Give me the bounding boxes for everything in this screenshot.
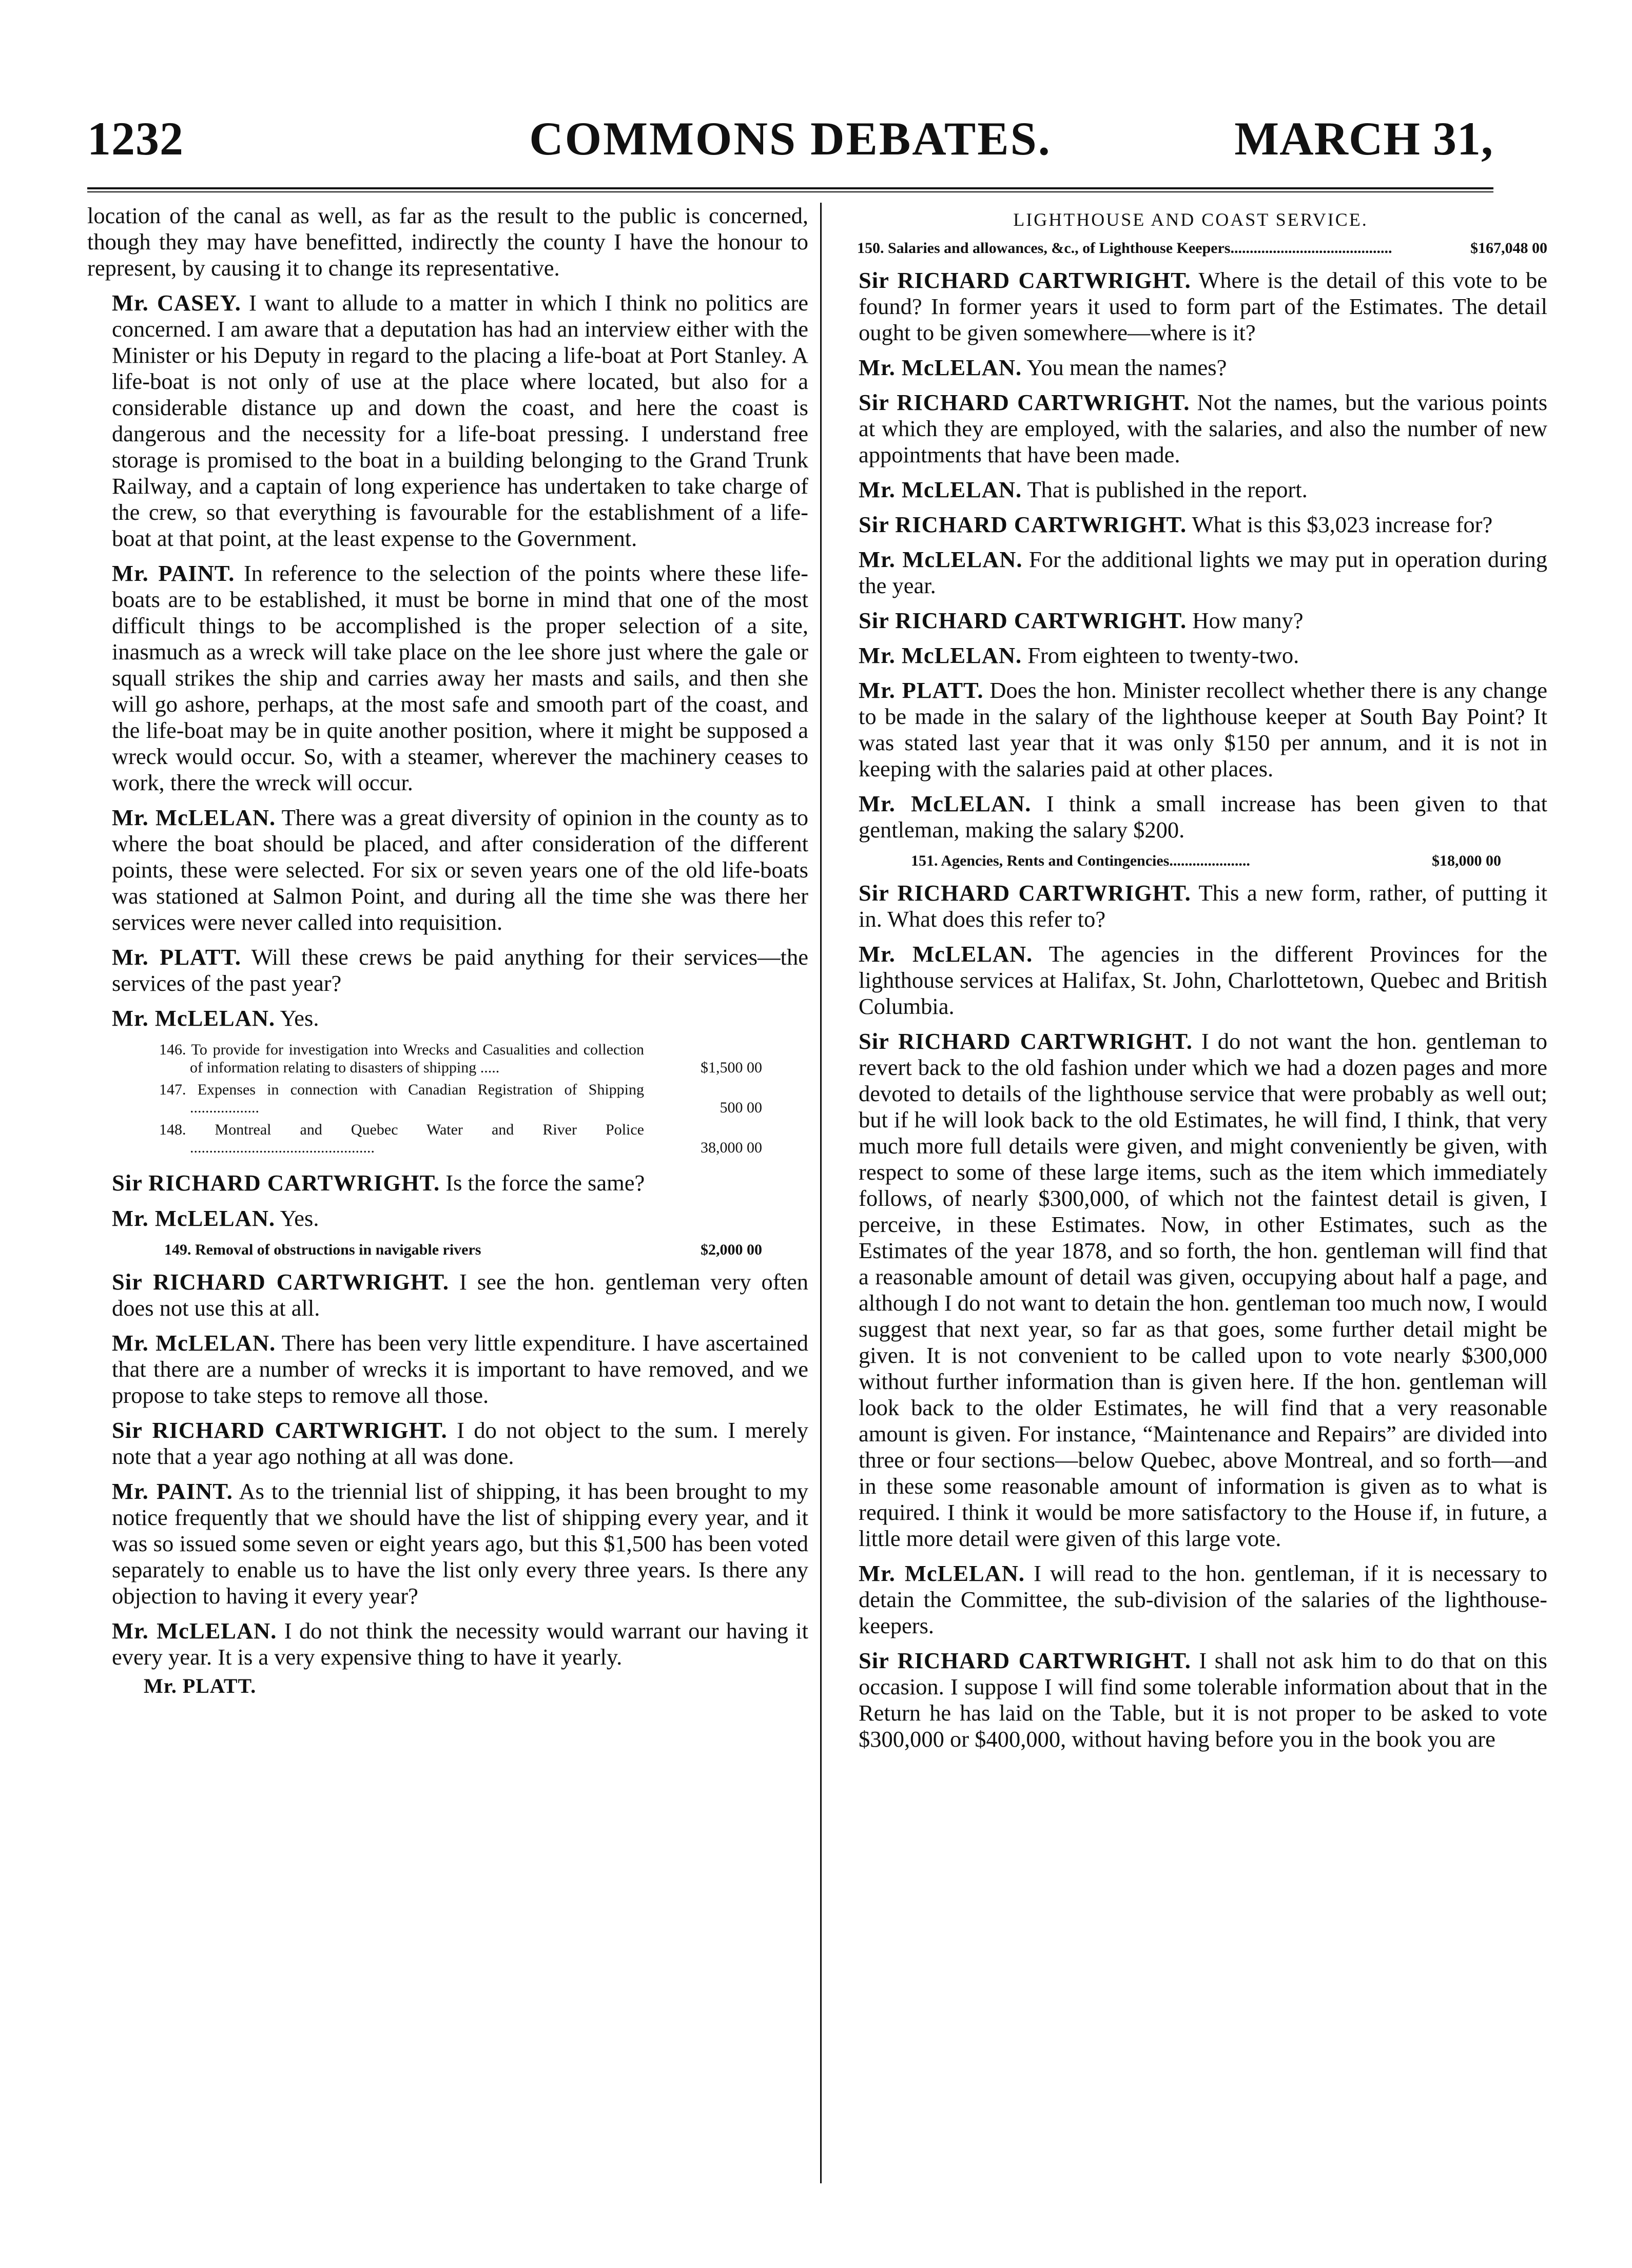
speech-mclelan bbox=[834, 477, 1547, 503]
estimate-item-150 bbox=[834, 239, 1547, 257]
speech-text: There has been very little expenditure. I have ascertained that there are a number of wrecks it is important to have removed, and we propose to take steps to remove all those. bbox=[112, 1330, 808, 1408]
estimate-items-list bbox=[87, 1041, 808, 1157]
speaker-name: Mr. McLELAN. bbox=[112, 1330, 276, 1356]
publication-title: COMMONS DEBATES. bbox=[529, 112, 1052, 165]
estimate-item-147 bbox=[87, 1081, 808, 1117]
speech-mclelan bbox=[87, 1005, 808, 1031]
speaker-name: Mr. McLELAN. bbox=[112, 1618, 277, 1644]
speech-text: How many? bbox=[1192, 608, 1304, 633]
speech-text: I shall not ask him to do that on this occasion. I suppose I will find some tolerable information about that in the Return he has laid on the Table, but it is not proper to be asked to vote $300,000 or $400,000, without having before you in the book you are bbox=[859, 1648, 1547, 1752]
section-title: LIGHTHOUSE AND COAST SERVICE. bbox=[1013, 209, 1368, 230]
speech-mclelan bbox=[834, 791, 1547, 843]
speech-text: That is published in the report. bbox=[1027, 477, 1308, 502]
page-number: 1232 bbox=[87, 112, 184, 165]
speech-paint bbox=[87, 560, 808, 796]
estimate-item-description: 148. Montreal and Quebec Water and River Police ................................................ bbox=[159, 1121, 644, 1156]
estimate-item-description: 147. Expenses in connection with Canadian Registration of Shipping .................. bbox=[159, 1081, 644, 1116]
speaker-name: Sir RICHARD CARTWRIGHT. bbox=[859, 880, 1191, 906]
speech-cartwright bbox=[834, 512, 1547, 538]
speaker-name: Mr. PLATT. bbox=[112, 944, 242, 970]
speech-cartwright bbox=[87, 1417, 808, 1470]
speaker-name: Mr. PAINT. bbox=[112, 560, 235, 586]
speech-text: I do not object to the sum. I merely note that a year ago nothing at all was done. bbox=[112, 1417, 808, 1469]
speech-text: You mean the names? bbox=[1026, 355, 1227, 380]
speaker-name: Sir RICHARD CARTWRIGHT. bbox=[859, 1648, 1191, 1673]
speech-text: I want to allude to a matter in which I think no politics are concerned. I am aware that a deputation has had an interview either with the Minister or his Deputy in regard to the placing a life-boat at Port Stanley. A life-boat is not only of use at the place where located, but also for a considerable distance up and down the coast, and here the coast is dangerous and the necessity for a life-boat pressing. I understand free storage is promised to the boat in a building belonging to the Grand Trunk Railway, and a captain of long experience has undertaken to take charge of the crew, so that everything is favourable for the establishment of a life-boat at that point, at the least expense to the Government. bbox=[112, 290, 808, 551]
speech-text: As to the triennial list of shipping, it has been brought to my notice frequently that we should have the list of shipping every year, and it was so issued some seven or eight years ago, but this $1,500 has been voted separately to enable us to have the list only every three years. Is there any objection to having it every year? bbox=[112, 1478, 808, 1609]
speech-text: Not the names, but the various points at which they are employed, with the salaries, and also the number of new appointments that have been made. bbox=[859, 389, 1547, 467]
estimate-item-description: 149. Removal of obstructions in navigable rivers bbox=[164, 1241, 481, 1258]
left-column bbox=[87, 203, 808, 2204]
speaker-name: Mr. CASEY. bbox=[112, 290, 241, 316]
speaker-name: Mr. McLELAN. bbox=[859, 477, 1022, 502]
speech-cartwright bbox=[834, 389, 1547, 468]
speech-text: I see the hon. gentleman very often does not use this at all. bbox=[112, 1269, 808, 1321]
speaker-name: Sir RICHARD CARTWRIGHT. bbox=[112, 1269, 449, 1295]
speaker-name: Mr. McLELAN. bbox=[112, 1005, 276, 1031]
speech-text: I think a small increase has been given to that gentleman, making the salary $200. bbox=[859, 791, 1547, 843]
speaker-name: Mr. PLATT. bbox=[859, 677, 984, 703]
speech-text: I do not want the hon. gentleman to revert back to the old fashion under which we had a dozen pages and more devoted to details of the lighthouse service that were probably as well out; but if he will look back to the old Estimates, he will find, I think, that very much more full details were given, and might conveniently be given, with respect to some of these large items, such as the item which immediately follows, of nearly $300,000, of which not the faintest detail is given, I perceive, in these Estimates. Now, in other Estimates, such as the Estimates of the year 1878, and so forth, the hon. gentleman will find that a reasonable amount of detail was given, occupying about half a page, and although I do not want to detain the hon. gentleman too much now, I would suggest that next year, so far as that goes, some further detail might be given. It is not convenient to be called upon to vote nearly $300,000 without further information than is given here. If the hon. gentleman will look back to the older Estimates, he will find that a very reasonable amount is given. For instance, “Maintenance and Repairs” are divided into three or four sections—below Quebec, above Montreal, and so forth—and in these some reasonable amount of information is given as to what is required. I think it would be more satisfactory to the House if, in future, a little more detail were given of this large vote. bbox=[859, 1028, 1547, 1551]
speaker-name: Sir RICHARD CARTWRIGHT. bbox=[859, 608, 1187, 633]
speaker-name: Mr. PAINT. bbox=[112, 1478, 233, 1504]
estimate-item-amount: $18,000 00 bbox=[1432, 852, 1501, 869]
speaker-name: Sir RICHARD CARTWRIGHT. bbox=[112, 1170, 440, 1196]
speech-text: In reference to the selection of the points where these life-boats are to be established, it must be borne in mind that one of the most difficult things to be accomplished is the proper selection of a site, inasmuch as a wreck will take place on the lee shore just where the gale or squall strikes the ship and carries away her masts and sails, and then she will go ashore, perhaps, at the most safe and smooth part of the coast, and the life-boat may be in quite another position, where it might be supposed a wreck would occur. So, with a steamer, wherever the machinery ceases to work, there the wreck will occur. bbox=[112, 560, 808, 795]
estimate-item-151 bbox=[834, 852, 1547, 870]
speech-text: Where is the detail of this vote to be found? In former years it used to form part of the Estimates. The detail ought to be given somewhere—where is it? bbox=[859, 267, 1547, 345]
speaker-name: Sir RICHARD CARTWRIGHT. bbox=[859, 1028, 1193, 1054]
speech-cartwright bbox=[87, 1170, 808, 1196]
page-header bbox=[87, 110, 1493, 172]
speech-text: What is this $3,023 increase for? bbox=[1192, 512, 1493, 537]
speech-cartwright bbox=[834, 267, 1547, 346]
speech-mclelan bbox=[834, 941, 1547, 1020]
header-rule bbox=[87, 187, 1493, 192]
speech-text: I do not think the necessity would warrant our having it every year. It is a very expensive thing to have it yearly. bbox=[112, 1618, 808, 1670]
speech-text: For the additional lights we may put in operation during the year. bbox=[859, 546, 1547, 598]
speech-text: Is the force the same? bbox=[445, 1170, 645, 1196]
speaker-name: Mr. McLELAN. bbox=[859, 1560, 1025, 1586]
estimate-item-amount: 38,000 00 bbox=[701, 1139, 762, 1156]
speaker-name: Mr. McLELAN. bbox=[859, 546, 1023, 572]
estimate-item-amount: 500 00 bbox=[720, 1099, 762, 1116]
speaker-name: Sir RICHARD CARTWRIGHT. bbox=[859, 389, 1190, 415]
speaker-name: Mr. McLELAN. bbox=[112, 1205, 276, 1231]
speaker-name: Mr. McLELAN. bbox=[859, 941, 1033, 967]
signature-platt: Mr. PLATT. bbox=[144, 1674, 257, 1697]
estimate-item-description: 150. Salaries and allowances, &c., of Lighthouse Keepers.......................................... bbox=[857, 240, 1392, 257]
speech-text: I will read to the hon. gentleman, if it is necessary to detain the Committee, the sub-division of the salaries of the lighthouse-keepers. bbox=[859, 1560, 1547, 1638]
speech-mclelan bbox=[834, 642, 1547, 669]
speech-mclelan bbox=[87, 1618, 808, 1670]
speech-casey bbox=[87, 290, 808, 552]
speech-cartwright bbox=[834, 608, 1547, 634]
speech-mclelan bbox=[87, 805, 808, 935]
speech-cartwright bbox=[834, 1028, 1547, 1552]
estimate-item-amount: $2,000 00 bbox=[701, 1241, 762, 1258]
paragraph bbox=[87, 203, 808, 281]
speech-mclelan bbox=[834, 546, 1547, 599]
column-divider bbox=[820, 203, 822, 2183]
speaker-name: Sir RICHARD CARTWRIGHT. bbox=[112, 1417, 448, 1443]
speech-text: There was a great diversity of opinion in the county as to where the boat should be placed, and after consideration of the different points, these were selected. For six or seven years one of the old life-boats was stationed at Salmon Point, and during all the time she was there her services were never called into requisition. bbox=[112, 805, 808, 935]
estimate-item-amount: $167,048 00 bbox=[1470, 240, 1547, 257]
speech-mclelan bbox=[834, 1560, 1547, 1639]
speech-platt bbox=[87, 944, 808, 996]
speech-cartwright bbox=[834, 880, 1547, 932]
estimate-item-146 bbox=[87, 1041, 808, 1077]
speech-cartwright bbox=[87, 1269, 808, 1321]
speech-text: Will these crews be paid anything for their services—the services of the past year? bbox=[112, 944, 808, 996]
speech-mclelan bbox=[87, 1205, 808, 1231]
speaker-name: Mr. McLELAN. bbox=[859, 642, 1022, 668]
right-column bbox=[834, 203, 1547, 2204]
estimate-item-description: 151. Agencies, Rents and Contingencies..................... bbox=[911, 852, 1250, 869]
estimate-item-description: 146. To provide for investigation into Wrecks and Casualities and collection of information relating to disasters of shipping ..... bbox=[159, 1041, 644, 1076]
speaker-name: Mr. McLELAN. bbox=[859, 355, 1022, 380]
speaker-name: Sir RICHARD CARTWRIGHT. bbox=[859, 512, 1187, 537]
estimate-item-148 bbox=[87, 1121, 808, 1157]
paragraph-text: location of the canal as well, as far as the result to the public is concerned, though they may have benefitted, indirectly the county I have the honour to represent, by causing it to change its representative. bbox=[87, 203, 808, 281]
speech-platt bbox=[834, 677, 1547, 782]
speech-cartwright bbox=[834, 1648, 1547, 1752]
speech-text: From eighteen to twenty-two. bbox=[1027, 642, 1299, 668]
speech-text: Yes. bbox=[280, 1005, 319, 1031]
speaker-name: Mr. McLELAN. bbox=[112, 805, 276, 830]
speech-mclelan bbox=[87, 1330, 808, 1409]
speech-text: Does the hon. Minister recollect whether there is any change to be made in the salary of the lighthouse keeper at South Bay Point? It was stated last year that it was only $150 per annum, and it is not in keeping with the salaries paid at other places. bbox=[859, 677, 1547, 781]
speech-text: This a new form, rather, of putting it in. What does this refer to? bbox=[859, 880, 1547, 932]
estimate-item-149 bbox=[87, 1241, 808, 1259]
speech-text: Yes. bbox=[280, 1205, 319, 1231]
estimate-item-amount: $1,500 00 bbox=[701, 1059, 762, 1076]
speech-mclelan bbox=[834, 355, 1547, 381]
speech-text: The agencies in the different Provinces for the lighthouse services at Halifax, St. John, Charlottetown, Quebec and British Columbia. bbox=[859, 941, 1547, 1019]
speaker-name: Mr. McLELAN. bbox=[859, 791, 1032, 816]
speaker-name: Sir RICHARD CARTWRIGHT. bbox=[859, 267, 1191, 293]
speech-paint bbox=[87, 1478, 808, 1609]
page-date: MARCH 31, bbox=[1234, 112, 1493, 165]
